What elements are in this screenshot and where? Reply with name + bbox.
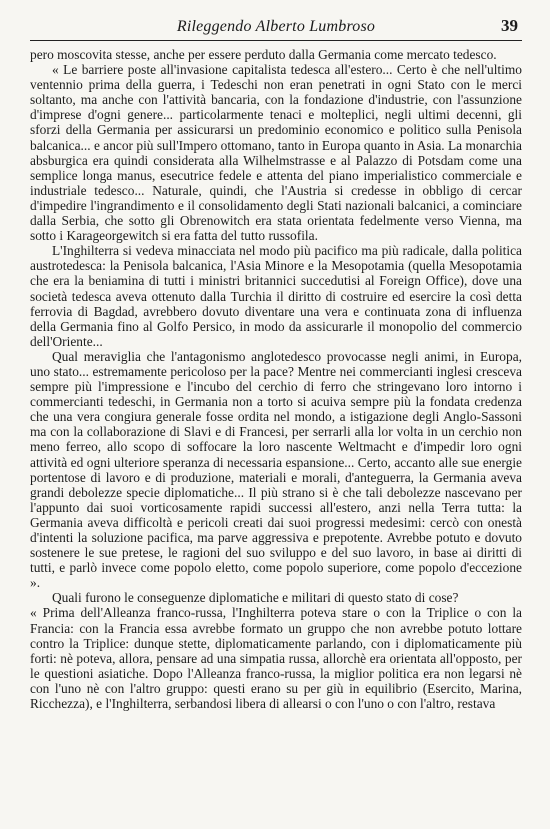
paragraph: pero moscovita stesse, anche per essere perduto dalla Germania come mercato tedesco. [30, 47, 497, 62]
paragraph: L'Inghilterra si vedeva minacciata nel modo più pacifico ma più radicale, dalla politica austrotedesca: la Penisola balcanica, l'Asia Minore e la Mesopotamia (quella Mesopotamia che era la beniamina di tutti i ministri britannici succedutisi al Foreign Office), dove una società tedesca aveva ottenuto dalla Turchia il diritto di costruire ed esercire la così detta ferrovia di Bagdad, avrebbero dovuto diventare una vera e continuata zona di influenza della Germania fino al Golfo Persico, in modo da assicurarle il monopolio del commercio dell'Oriente... [30, 243, 522, 349]
paragraph: « Prima dell'Alleanza franco-russa, l'Inghilterra poteva stare o con la Triplice o con la Francia: con la Francia essa avrebbe formato un gruppo che non avrebbe potuto lottare contro la Triplice: dunque stette, diplomaticamente parlando, con i diplomaticamente più forti: nè poteva, allora, pensare ad una simpatia russa, allorchè era orientata all'opposto, per le questioni asiatiche. Dopo l'Alleanza franco-russa, la miglior politica era non legarsi nè con l'uno nè con l'altro gruppo: questi erano su per giù in equilibrio (Esercito, Marina, Ricchezza), e l'Inghilterra, serbandosi libera di allearsi o con l'uno o con l'altro, restava [30, 605, 522, 712]
paragraph: « Le barriere poste all'invasione capitalista tedesca all'estero... Certo è che nell'ultimo ventennio prima della guerra, i Tedeschi non eran penetrati in ogni Stato con le merci soltanto, ma anche con l'attività bancaria, con la fondazione d'industrie, con l'assunzione d'imprese d'ogni genere... particolarmente tenaci e molteplici, negli ultimi decenni, gli sforzi della Germania per assicurarsi un predominio economico e politico sulla Penisola balcanica... e ancor più sull'Impero ottomano, tanto in Europa quanto in Asia. La monarchia absburgica era quindi considerata alla Wilhelmstrasse e al Palazzo di Potsdam come una semplice longa manus, esecutrice fedele e attenta del piano imperialistico commerciale e industriale tedesco... Naturale, quindi, che l'Austria si credesse in obbligo di cercar d'impedire l'ingrandimento e il consolidamento degli Stati nazionali balcanici, a cominciare dalla Serbia, che sotto gli Obrenowitch era stata orientata fedelmente verso Vienna, ma sotto i Karageorgewitch si era fatta del tutto russofila. [30, 62, 522, 244]
paragraph: Qual meraviglia che l'antagonismo anglotedesco provocasse negli animi, in Europa, uno stato... estremamente pericoloso per la pace? Mentre nei commercianti inglesi cresceva sempre più l'impressione e l'incubo del cerchio di ferro che stringevano loro intorno i commercianti tedeschi, in Germania non a torto si acuiva sempre più la fondata credenza che una vera congiura generale fosse ordita nel mondo, a istigazione degli Anglo-Sassoni ma con la collaborazione di Slavi e di Francesi, per serrarli alla lor volta in un cerchio non meno ferreo, allo scopo di soffocare la loro nascente Weltmacht e d'impedir loro ogni attività ed ogni ulteriore speranza di necessaria espansione... Certo, accanto alle sue energie portentose di lavoro e di produzione, materiali e morali, d'anteguerra, la Germania aveva grandi debolezze specie diplomatiche... Il più strano si è che tali debolezze nascevano per l'appunto dai suoi vorticosamente rapidi successi all'estero, anzi nella Terra tutta: la Germania aveva difficoltà e pericoli creati dai suoi progressi medesimi: cercò con onestà d'intenti la soluzione pacifica, ma parve aggressiva e prepotente. Avrebbe potuto e dovuto sostenere le sue pretese, le ragioni del suo sviluppo e del suo lavoro, in base ai diritti di tutti, e parlò invece come popolo eletto, come popolo superiore, come popolo d'eccezione ». [30, 348, 522, 591]
paragraph: Quali furono le conseguenze diplomatiche e militari di questo stato di cose? [52, 590, 459, 606]
page-body [30, 47, 522, 711]
page-header [30, 10, 522, 41]
page-number: 39 [501, 16, 518, 35]
running-title: Rileggendo Alberto Lumbroso [176, 18, 376, 35]
